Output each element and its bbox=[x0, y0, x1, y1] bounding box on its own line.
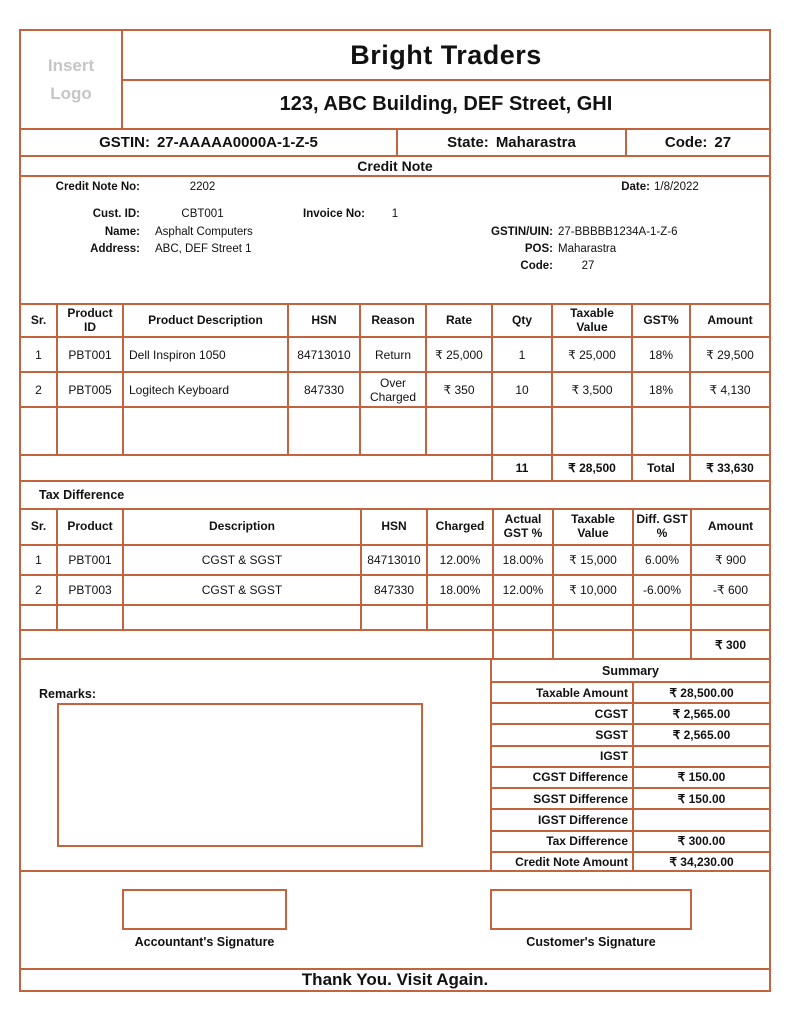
summary-row-cgst-difference bbox=[492, 768, 769, 789]
cell-product: PBT001 bbox=[57, 545, 123, 575]
col-header-qty: Qty bbox=[492, 305, 552, 337]
gstin-uin-value: 27-BBBBB1234A-1-Z-6 bbox=[558, 226, 678, 238]
col-header-amount: Amount bbox=[691, 510, 769, 545]
summary-title: Summary bbox=[490, 660, 769, 683]
cell-diff-gst: 6.00% bbox=[633, 545, 691, 575]
cell-amount: -₹ 600 bbox=[691, 575, 769, 605]
cell-diff-gst: -6.00% bbox=[633, 575, 691, 605]
accountant-signature-box[interactable] bbox=[122, 889, 287, 930]
customer-name-value: Asphalt Computers bbox=[155, 226, 253, 238]
cell-taxable: ₹ 15,000 bbox=[553, 545, 633, 575]
total-amount: ₹ 33,630 bbox=[690, 455, 769, 480]
remarks-input-box[interactable] bbox=[57, 703, 423, 847]
cell-description: CGST & SGST bbox=[123, 545, 361, 575]
product-table-section bbox=[21, 305, 769, 482]
tax-row bbox=[21, 545, 769, 575]
summary-label: IGST bbox=[492, 747, 634, 766]
state-code-cell bbox=[627, 130, 769, 155]
credit-note-no-label: Credit Note No: bbox=[55, 181, 140, 193]
summary-value: ₹ 2,565.00 bbox=[672, 728, 731, 743]
col-header-amount: Amount bbox=[690, 305, 769, 337]
cell-charged: 12.00% bbox=[427, 545, 493, 575]
accountant-signature-label: Accountant's Signature bbox=[134, 935, 275, 949]
gstin-uin-label: GSTIN/UIN: bbox=[491, 226, 553, 238]
summary-label: CGST bbox=[492, 704, 634, 723]
state-value: Maharastra bbox=[495, 134, 576, 151]
summary-label: Tax Difference bbox=[492, 832, 634, 851]
col-header-actual-gst: Actual GST % bbox=[493, 510, 553, 545]
cell-reason: Return bbox=[360, 337, 426, 372]
col-header-diff-gst: Diff. GST % bbox=[633, 510, 691, 545]
product-table-total-row bbox=[21, 455, 769, 480]
logo-placeholder-line2: Logo bbox=[50, 83, 92, 103]
total-taxable: ₹ 28,500 bbox=[552, 455, 632, 480]
summary-header-row bbox=[21, 660, 769, 683]
document-title: Credit Note bbox=[21, 157, 769, 177]
col-header-sr: Sr. bbox=[21, 305, 57, 337]
col-header-rate: Rate bbox=[426, 305, 492, 337]
company-address: 123, ABC Building, DEF Street, GHI bbox=[279, 93, 613, 115]
tax-table-empty-row bbox=[21, 605, 769, 630]
cell-product-id: PBT001 bbox=[57, 337, 123, 372]
cell-product-id: PBT005 bbox=[57, 372, 123, 407]
invoice-no-value: 1 bbox=[391, 208, 399, 220]
product-table bbox=[21, 305, 769, 480]
summary-row-cgst bbox=[492, 704, 769, 725]
cell-amount: ₹ 29,500 bbox=[690, 337, 769, 372]
summary-table bbox=[490, 683, 769, 872]
summary-value: ₹ 28,500.00 bbox=[669, 685, 734, 700]
tax-table-header-row bbox=[21, 510, 769, 545]
gstin-cell bbox=[21, 130, 398, 155]
tax-difference-table bbox=[21, 510, 769, 658]
cell-actual-gst: 18.00% bbox=[493, 545, 553, 575]
cell-hsn: 847330 bbox=[361, 575, 427, 605]
tax-table-section bbox=[21, 510, 769, 660]
tax-row bbox=[21, 575, 769, 605]
total-label: Total bbox=[632, 455, 690, 480]
footer-thank-you: Thank You. Visit Again. bbox=[301, 970, 489, 989]
summary-value: ₹ 2,565.00 bbox=[672, 706, 731, 721]
col-header-product-id: Product ID bbox=[57, 305, 123, 337]
customer-signature-box[interactable] bbox=[490, 889, 692, 930]
details-section bbox=[21, 177, 769, 305]
date-label: Date: bbox=[621, 181, 650, 193]
summary-value: ₹ 150.00 bbox=[677, 770, 726, 785]
pos-label: POS: bbox=[524, 243, 553, 255]
cell-gst: 18% bbox=[632, 372, 690, 407]
cell-amount: ₹ 4,130 bbox=[690, 372, 769, 407]
col-header-hsn: HSN bbox=[361, 510, 427, 545]
summary-label: Credit Note Amount bbox=[492, 853, 634, 872]
col-header-sr: Sr. bbox=[21, 510, 57, 545]
cell-rate: ₹ 350 bbox=[426, 372, 492, 407]
col-header-description: Description bbox=[123, 510, 361, 545]
company-name: Bright Traders bbox=[123, 31, 769, 81]
state-label: State: bbox=[447, 134, 489, 151]
summary-value: ₹ 150.00 bbox=[677, 791, 726, 806]
col-header-reason: Reason bbox=[360, 305, 426, 337]
credit-note-document bbox=[19, 29, 771, 992]
pos-code-label: Code: bbox=[520, 260, 553, 272]
summary-row-tax-difference bbox=[492, 832, 769, 853]
cell-qty: 10 bbox=[492, 372, 552, 407]
cust-id-label: Cust. ID: bbox=[92, 208, 140, 220]
summary-row-sgst bbox=[492, 725, 769, 746]
document-header bbox=[21, 31, 769, 130]
logo-placeholder[interactable] bbox=[21, 31, 123, 128]
remarks-label: Remarks: bbox=[39, 687, 96, 701]
cell-hsn: 84713010 bbox=[361, 545, 427, 575]
cell-description: Logitech Keyboard bbox=[123, 372, 288, 407]
cell-reason: Over Charged bbox=[360, 372, 426, 407]
cell-hsn: 847330 bbox=[288, 372, 360, 407]
summary-value: ₹ 34,230.00 bbox=[669, 855, 734, 870]
summary-label: SGST bbox=[492, 725, 634, 744]
state-code-value: 27 bbox=[714, 134, 732, 151]
summary-value bbox=[634, 747, 769, 766]
header-title-column bbox=[123, 31, 769, 128]
summary-row-igst bbox=[492, 747, 769, 768]
cell-sr: 1 bbox=[21, 545, 57, 575]
col-header-product-description: Product Description bbox=[123, 305, 288, 337]
summary-label: IGST Difference bbox=[492, 810, 634, 829]
customer-name-label: Name: bbox=[104, 226, 140, 238]
col-header-taxable-value: Taxable Value bbox=[552, 305, 632, 337]
cell-gst: 18% bbox=[632, 337, 690, 372]
product-table-header-row bbox=[21, 305, 769, 337]
summary-label: CGST Difference bbox=[492, 768, 634, 787]
cust-id-value: CBT001 bbox=[181, 208, 224, 220]
cell-actual-gst: 12.00% bbox=[493, 575, 553, 605]
cell-sr: 1 bbox=[21, 337, 57, 372]
gstin-label: GSTIN: bbox=[99, 134, 150, 151]
invoice-no-label: Invoice No: bbox=[303, 208, 365, 220]
tax-total-amount: ₹ 300 bbox=[691, 630, 769, 658]
customer-address-label: Address: bbox=[90, 243, 140, 255]
gstin-state-bar bbox=[21, 130, 769, 157]
customer-address-value: ABC, DEF Street 1 bbox=[155, 243, 252, 255]
date-value: 1/8/2022 bbox=[654, 181, 699, 193]
tax-table-total-row bbox=[21, 630, 769, 658]
customer-signature-label: Customer's Signature bbox=[526, 935, 656, 949]
summary-row-igst-difference bbox=[492, 810, 769, 831]
col-header-charged: Charged bbox=[427, 510, 493, 545]
signature-section bbox=[21, 872, 769, 970]
total-qty: 11 bbox=[492, 455, 552, 480]
summary-row-credit-note-amount bbox=[492, 853, 769, 872]
cell-sr: 2 bbox=[21, 372, 57, 407]
remarks-summary-section bbox=[21, 683, 769, 872]
cell-qty: 1 bbox=[492, 337, 552, 372]
cell-taxable: ₹ 3,500 bbox=[552, 372, 632, 407]
pos-value: Maharastra bbox=[558, 243, 617, 255]
product-row bbox=[21, 372, 769, 407]
col-header-hsn: HSN bbox=[288, 305, 360, 337]
summary-label: SGST Difference bbox=[492, 789, 634, 808]
cell-amount: ₹ 900 bbox=[691, 545, 769, 575]
logo-placeholder-line1: Insert bbox=[47, 56, 95, 76]
summary-value: ₹ 300.00 bbox=[677, 834, 726, 849]
tax-difference-title: Tax Difference bbox=[21, 482, 769, 510]
gstin-value: 27-AAAAA0000A-1-Z-5 bbox=[156, 134, 318, 151]
cell-sr: 2 bbox=[21, 575, 57, 605]
cell-charged: 18.00% bbox=[427, 575, 493, 605]
cell-description: CGST & SGST bbox=[123, 575, 361, 605]
summary-value bbox=[634, 810, 769, 829]
product-row bbox=[21, 337, 769, 372]
col-header-taxable-value: Taxable Value bbox=[553, 510, 633, 545]
summary-row-taxable-amount bbox=[492, 683, 769, 704]
pos-code-value: 27 bbox=[581, 260, 595, 272]
summary-row-sgst-difference bbox=[492, 789, 769, 810]
state-cell bbox=[398, 130, 627, 155]
cell-rate: ₹ 25,000 bbox=[426, 337, 492, 372]
state-code-label: Code: bbox=[664, 134, 708, 151]
cell-hsn: 84713010 bbox=[288, 337, 360, 372]
credit-note-no-value: 2202 bbox=[189, 181, 216, 193]
cell-taxable: ₹ 25,000 bbox=[552, 337, 632, 372]
col-header-gst: GST% bbox=[632, 305, 690, 337]
col-header-product: Product bbox=[57, 510, 123, 545]
cell-description: Dell Inspiron 1050 bbox=[123, 337, 288, 372]
cell-product: PBT003 bbox=[57, 575, 123, 605]
product-table-empty-row bbox=[21, 407, 769, 455]
cell-taxable: ₹ 10,000 bbox=[553, 575, 633, 605]
summary-label: Taxable Amount bbox=[492, 683, 634, 702]
